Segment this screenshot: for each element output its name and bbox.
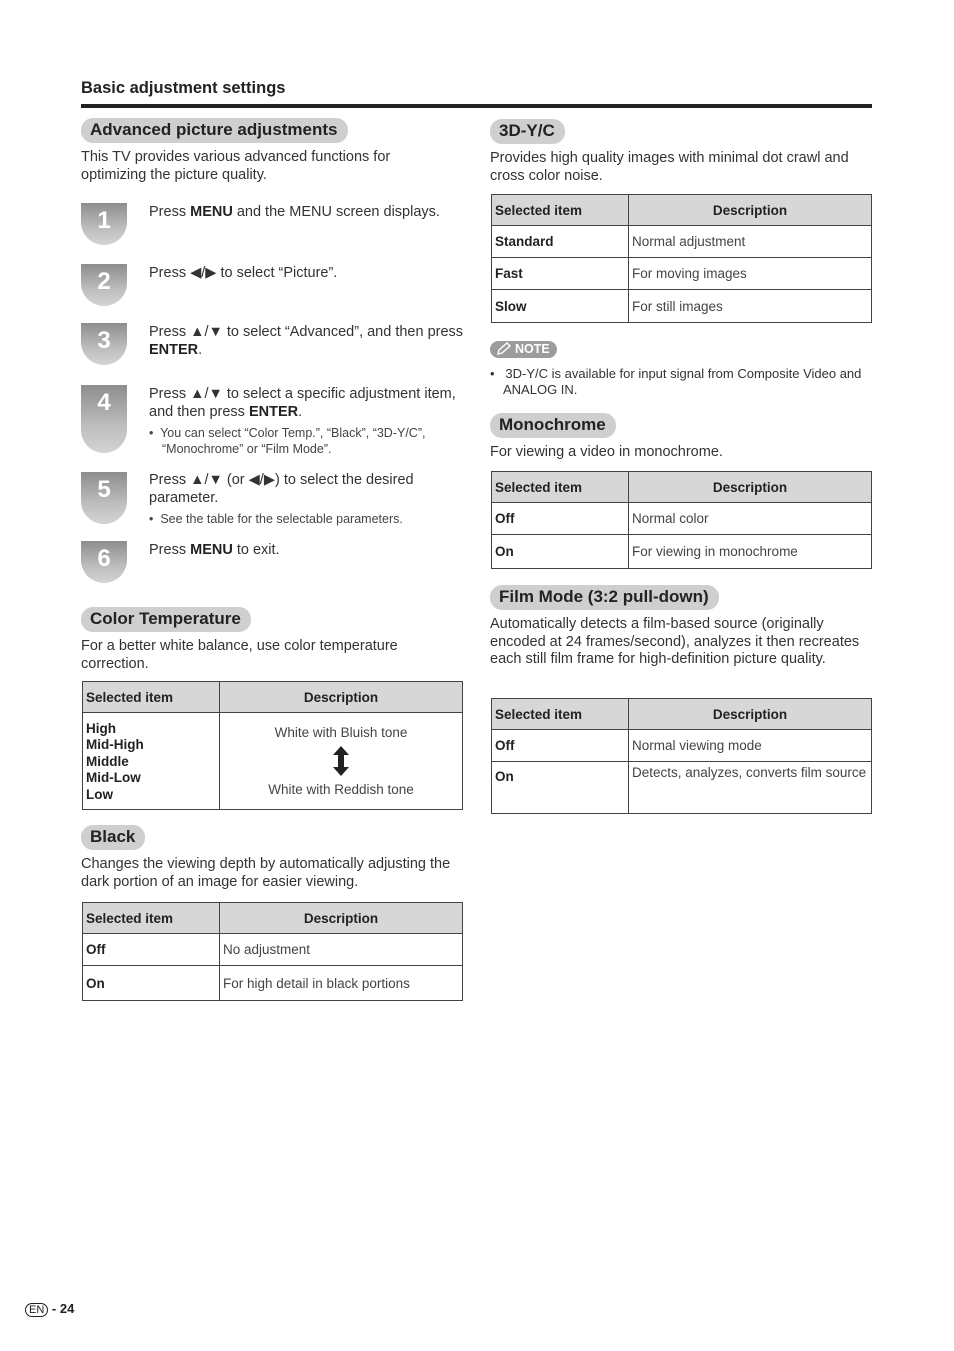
row-item: Off xyxy=(492,730,629,762)
down-triangle-icon: ▼ xyxy=(208,472,223,488)
yc3d-table xyxy=(491,194,872,323)
row-desc: For moving images xyxy=(629,258,872,290)
col-selected-item: Selected item xyxy=(83,682,220,713)
row-desc: For high detail in black portions xyxy=(220,966,463,1001)
menu-key-label: MENU xyxy=(190,542,233,558)
yc3d-intro: Provides high quality images with minimal dot crawl and cross color noise. xyxy=(490,150,849,184)
row-item: Fast xyxy=(492,258,629,290)
row-desc: Normal adjustment xyxy=(629,226,872,258)
col-description: Description xyxy=(629,699,872,730)
press-label: Press xyxy=(149,265,187,281)
row-desc: Normal color xyxy=(629,503,872,535)
step-4-badge: 4 xyxy=(81,385,127,453)
step-6-tail: to exit. xyxy=(232,542,280,558)
monochrome-heading xyxy=(490,413,616,438)
step-2-tail: to select “Picture”. xyxy=(216,265,338,281)
language-badge: EN xyxy=(25,1303,48,1317)
item-high: High xyxy=(86,720,116,736)
press-label: Press xyxy=(149,542,187,558)
table-row xyxy=(492,290,872,323)
step-3-tail: to select “Advanced”, and then press xyxy=(222,324,464,340)
note-label xyxy=(490,341,557,358)
step-1-text xyxy=(149,204,467,222)
col-description: Description xyxy=(629,472,872,503)
up-triangle-icon: ▲ xyxy=(190,324,205,340)
page-section-title: Basic adjustment settings xyxy=(81,79,286,97)
black-table xyxy=(82,902,463,1001)
step-5-note: • See the table for the selectable parameters. xyxy=(149,512,403,526)
advanced-title: Advanced picture adjustments xyxy=(81,118,348,143)
step-6-badge: 6 xyxy=(81,541,127,583)
enter-key-label: ENTER xyxy=(248,403,299,420)
yc3d-title: 3D-Y/C xyxy=(490,119,565,144)
item-low: Low xyxy=(86,786,113,802)
step-5-or: (or xyxy=(222,472,249,488)
table-row xyxy=(492,730,872,762)
step-1-badge: 1 xyxy=(81,203,127,245)
right-triangle-icon: ▶ xyxy=(263,472,275,488)
row-desc: No adjustment xyxy=(220,934,463,966)
table-row xyxy=(492,226,872,258)
step-5-note-text: See the table for the selectable parameters. xyxy=(160,512,403,526)
color-temp-items xyxy=(83,713,220,810)
col-selected-item: Selected item xyxy=(492,472,629,503)
press-label: Press xyxy=(149,472,187,488)
step-3-text: Press ▲/▼ to select “Advanced”, and then press ENTER. xyxy=(149,324,464,358)
yc3d-heading xyxy=(490,119,565,144)
step-6-text xyxy=(149,542,467,560)
row-item: On xyxy=(492,535,629,569)
item-middle: Middle xyxy=(86,753,129,769)
step-3-badge: 3 xyxy=(81,323,127,365)
step-2-text: Press ◀/▶ to select “Picture”. xyxy=(149,265,338,281)
monochrome-title: Monochrome xyxy=(490,413,616,438)
film-mode-table xyxy=(491,698,872,814)
table-row xyxy=(83,966,463,1001)
table-row xyxy=(492,503,872,535)
enter-key-label: ENTER xyxy=(149,341,199,358)
film-mode-heading xyxy=(490,585,719,610)
black-intro: Changes the viewing depth by automatically adjusting the dark portion of an image for easier viewing. xyxy=(81,856,451,890)
page-number: 24 xyxy=(59,1301,75,1316)
item-mid-low: Mid-Low xyxy=(86,770,141,786)
table-row xyxy=(492,258,872,290)
item-mid-high: Mid-High xyxy=(86,737,144,753)
monochrome-intro: For viewing a video in monochrome. xyxy=(490,444,723,460)
row-desc: Normal viewing mode xyxy=(629,730,872,762)
down-triangle-icon: ▼ xyxy=(208,386,223,402)
col-selected-item: Selected item xyxy=(83,903,220,934)
table-row xyxy=(492,535,872,569)
press-label: Press xyxy=(149,324,187,340)
monochrome-table xyxy=(491,471,872,569)
row-item: Off xyxy=(492,503,629,535)
press-label: Press xyxy=(149,386,187,402)
menu-key-label: MENU xyxy=(190,204,233,220)
step-4-text: Press ▲/▼ to select a specific adjustment item, and then press ENTER. • You can select “Color Temp.”, “Black”, “3D-Y/C”, “Monochrome” or “Film Mode”. xyxy=(149,386,467,457)
pencil-icon xyxy=(496,342,512,356)
row-desc: Detects, analyzes, converts film source xyxy=(629,762,872,814)
up-triangle-icon: ▲ xyxy=(190,386,205,402)
step-5-tail: ) to select the desired parameter. xyxy=(149,472,414,506)
col-selected-item: Selected item xyxy=(492,195,629,226)
black-heading xyxy=(81,825,145,850)
row-desc: For still images xyxy=(629,290,872,323)
row-item: On xyxy=(83,966,220,1001)
film-mode-intro: Automatically detects a film-based source (originally encoded at 24 frames/second), analyzes it then recreates each still film frame for high-definition picture quality. xyxy=(490,616,860,667)
row-item: Standard xyxy=(492,226,629,258)
desc-reddish: White with Reddish tone xyxy=(268,782,414,797)
press-label: Press xyxy=(149,204,187,220)
advanced-intro: This TV provides various advanced functions for optimizing the picture quality. xyxy=(81,149,391,183)
yc3d-note-text: 3D-Y/C is available for input signal from Composite Video and ANALOG IN. xyxy=(503,366,862,397)
color-temp-heading xyxy=(81,607,251,632)
color-temp-desc-cell xyxy=(220,713,463,810)
advanced-heading xyxy=(81,118,348,143)
film-mode-title: Film Mode (3:2 pull-down) xyxy=(490,585,719,610)
header-rule xyxy=(81,104,872,108)
col-description: Description xyxy=(220,903,463,934)
table-row xyxy=(83,934,463,966)
step-4-tail: to select a specific adjustment item, and then press xyxy=(149,386,456,420)
step-4-note: • You can select “Color Temp.”, “Black”, “3D-Y/C”, “Monochrome” or “Film Mode”. xyxy=(149,426,426,456)
row-item: Slow xyxy=(492,290,629,323)
color-temp-table xyxy=(82,681,463,810)
page-footer xyxy=(25,1301,74,1316)
col-selected-item: Selected item xyxy=(492,699,629,730)
step-5-text: Press ▲/▼ (or ◀/▶) to select the desired parameter. • See the table for the selectable parameters. xyxy=(149,472,467,527)
step-1-tail: and the MENU screen displays. xyxy=(232,204,440,220)
up-triangle-icon: ▲ xyxy=(190,472,205,488)
black-title: Black xyxy=(81,825,145,850)
footer-sep: - xyxy=(51,1301,57,1316)
yc3d-note: • 3D-Y/C is available for input signal from Composite Video and ANALOG IN. xyxy=(490,366,862,397)
table-row xyxy=(492,762,872,814)
step-4-note-text: You can select “Color Temp.”, “Black”, “3D-Y/C”, “Monochrome” or “Film Mode”. xyxy=(160,426,426,456)
right-triangle-icon: ▶ xyxy=(205,265,217,281)
col-description: Description xyxy=(220,682,463,713)
step-5-badge: 5 xyxy=(81,472,127,524)
note-badge xyxy=(490,341,557,361)
desc-bluish: White with Bluish tone xyxy=(274,725,408,740)
col-description: Description xyxy=(629,195,872,226)
color-temp-intro: For a better white balance, use color temperature correction. xyxy=(81,638,398,672)
down-triangle-icon: ▼ xyxy=(208,324,223,340)
row-item: On xyxy=(492,762,629,814)
row-item: Off xyxy=(83,934,220,966)
up-down-arrow-icon xyxy=(332,746,350,776)
color-temp-title: Color Temperature xyxy=(81,607,251,632)
step-2-badge: 2 xyxy=(81,264,127,306)
left-triangle-icon: ◀ xyxy=(248,472,260,488)
left-triangle-icon: ◀ xyxy=(190,265,202,281)
note-label-text: NOTE xyxy=(515,342,550,356)
row-desc: For viewing in monochrome xyxy=(629,535,872,569)
